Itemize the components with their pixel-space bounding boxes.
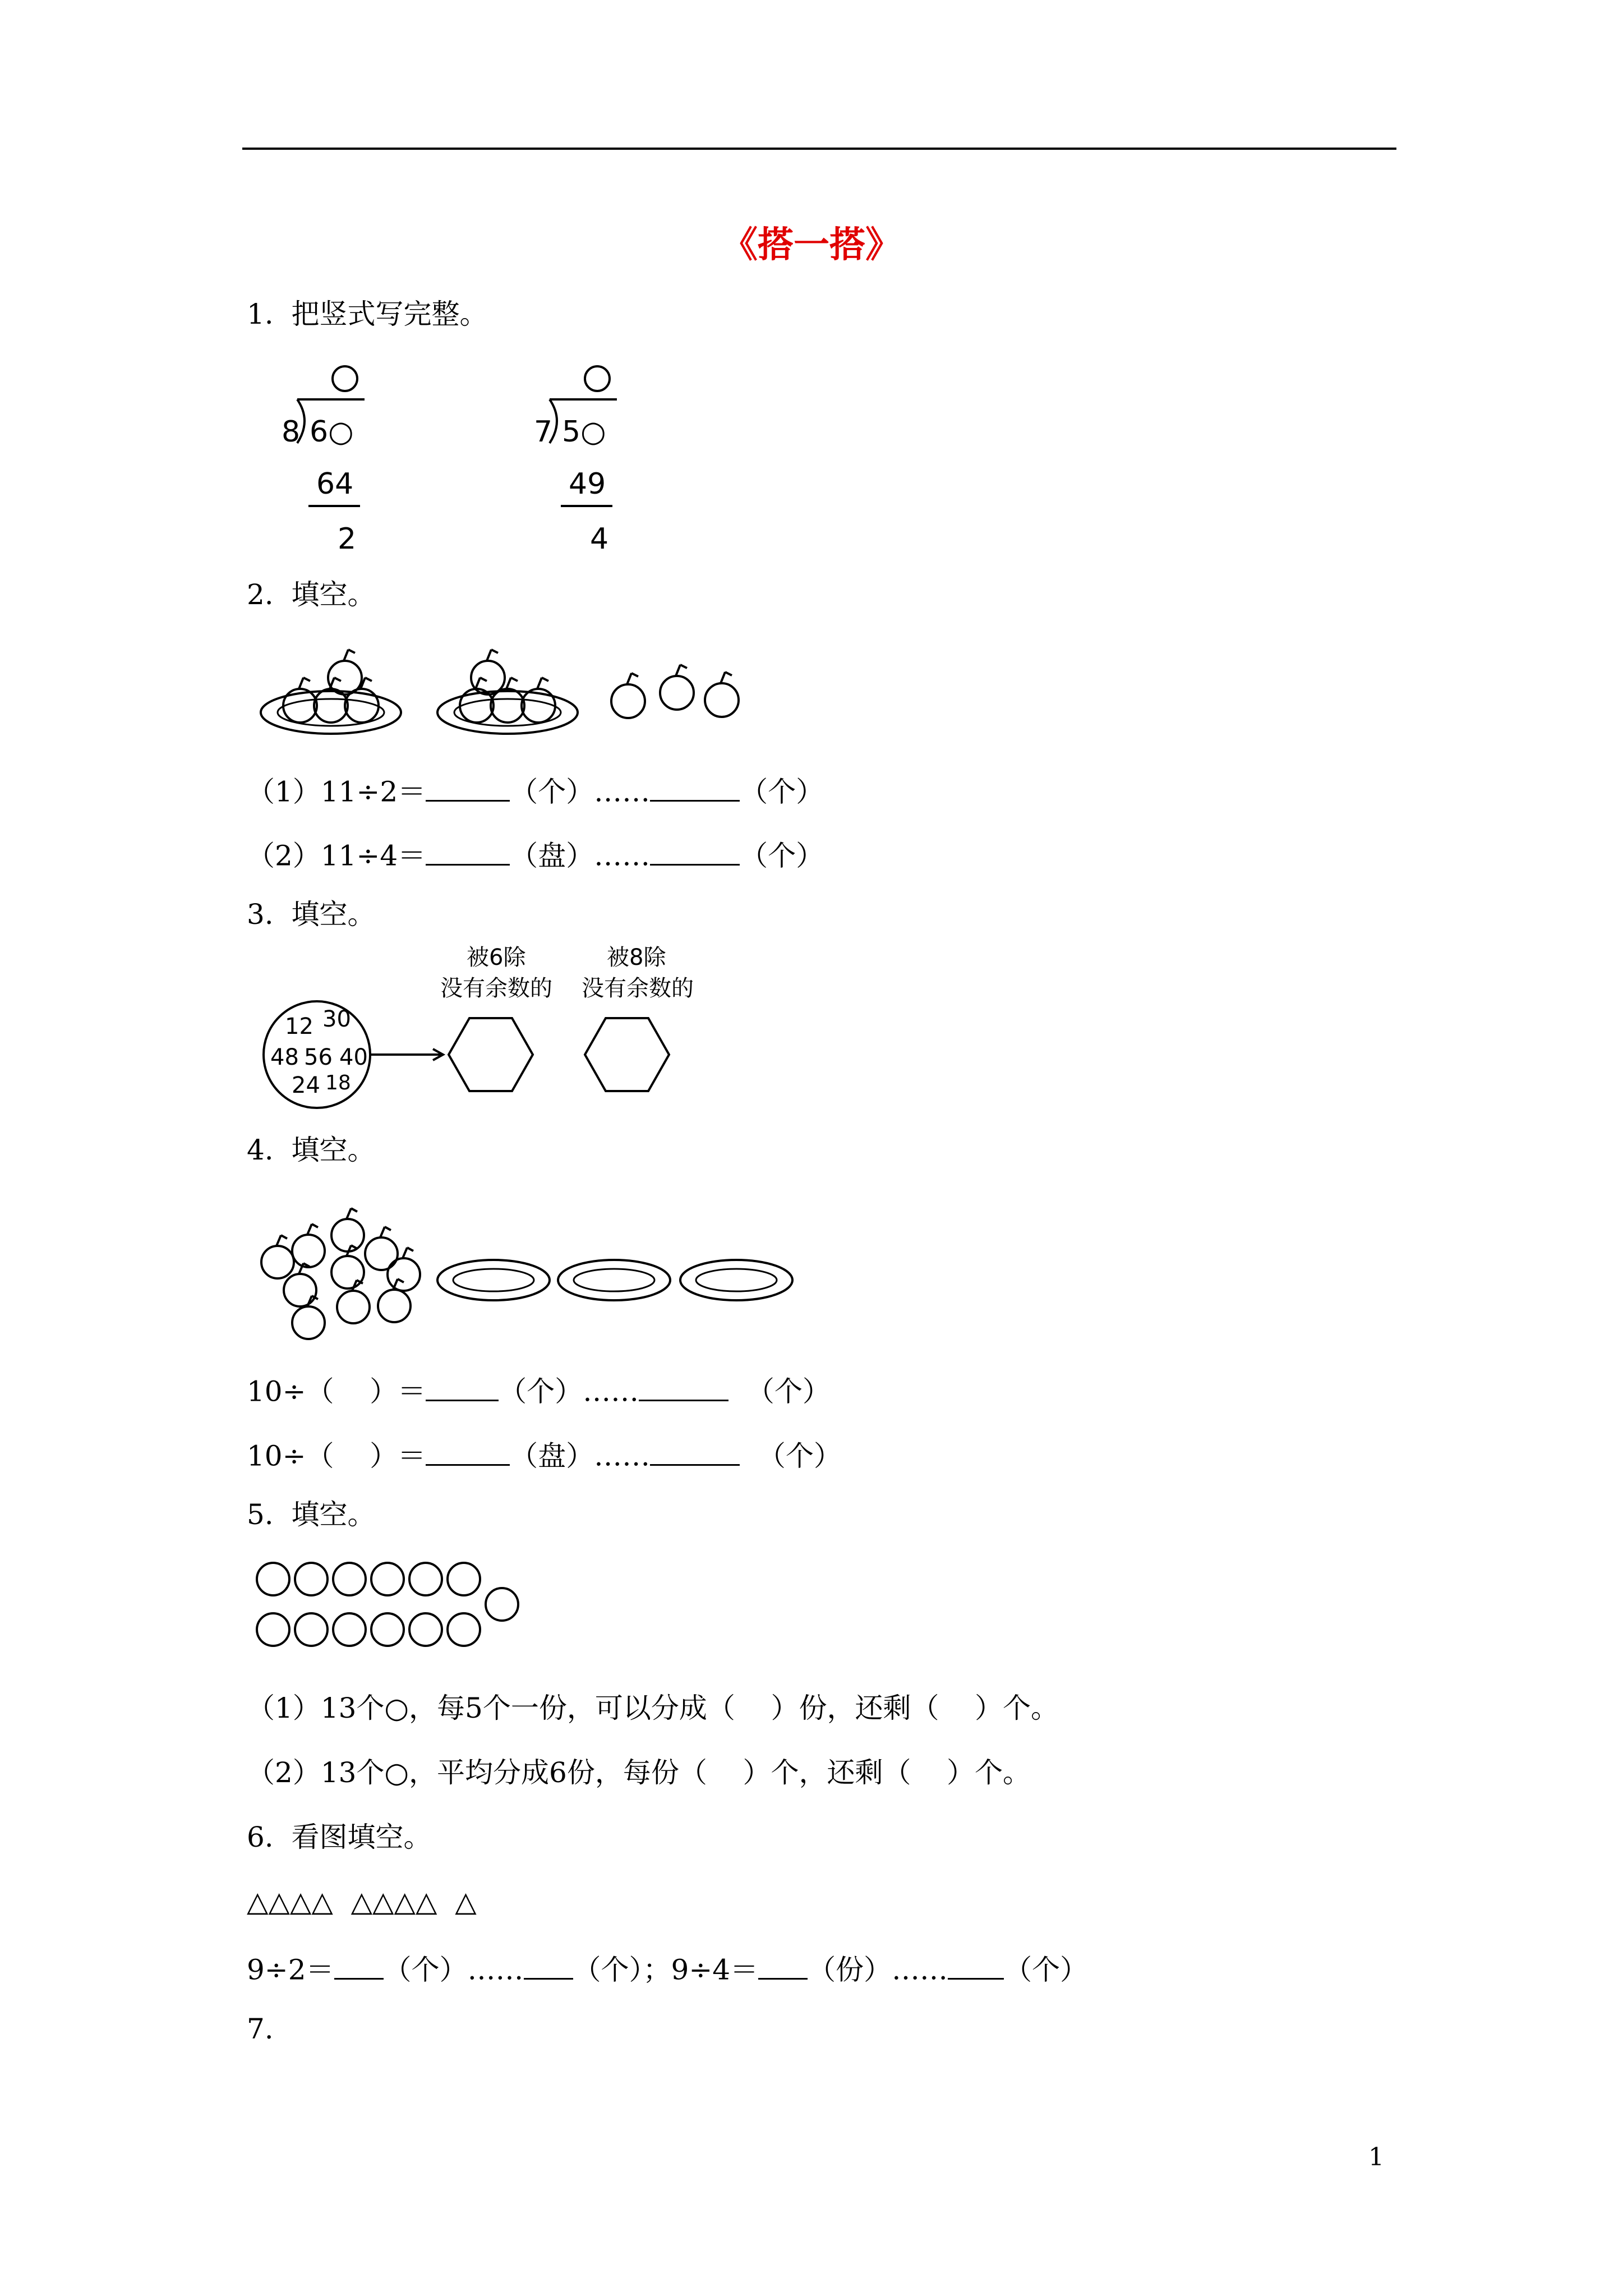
number-item: 56 xyxy=(304,1045,333,1070)
dividend-a: 6○ xyxy=(310,415,354,449)
q5-label: 5. 填空。 xyxy=(247,1498,376,1531)
dividend-b: 5○ xyxy=(562,415,606,449)
circle-item xyxy=(486,1588,518,1621)
hexagon-1-label-line-2: 没有余数的 xyxy=(440,976,552,1001)
empty-plate xyxy=(680,1260,792,1300)
q5-line-2: （2）13个○，平均分成6份，每份（ ）个，还剩（ ）个。 xyxy=(247,1756,1031,1789)
divisor-a: 8 xyxy=(282,415,301,449)
number-item: 18 xyxy=(325,1071,351,1094)
circle-item xyxy=(333,1613,366,1646)
answer-blank[interactable] xyxy=(650,773,740,802)
q1-long-division-figures xyxy=(269,353,662,561)
remainder-a: 2 xyxy=(338,522,357,556)
plate-with-apples xyxy=(437,650,578,734)
answer-blank[interactable] xyxy=(426,773,510,802)
hexagon-answer-box-1[interactable] xyxy=(449,1018,533,1091)
q4-apples-plates-figure xyxy=(255,1200,861,1341)
header-rule xyxy=(242,148,1396,150)
plate-with-apples xyxy=(261,650,401,734)
answer-blank[interactable] xyxy=(426,1437,510,1466)
page-title: 《搭一搭》 xyxy=(722,224,901,266)
number-item: 48 xyxy=(270,1045,299,1070)
answer-blank[interactable] xyxy=(758,1951,808,1980)
hexagon-answer-box-2[interactable] xyxy=(585,1018,669,1091)
hexagon-2-label-line-2: 没有余数的 xyxy=(582,976,694,1001)
q3-label: 3. 填空。 xyxy=(247,898,376,931)
answer-blank[interactable] xyxy=(524,1951,573,1980)
page-number: 1 xyxy=(1368,2143,1384,2171)
long-division-a xyxy=(282,366,365,556)
q6-triangles: △△△△ △△△△ △ xyxy=(247,1885,477,1918)
product-b: 49 xyxy=(569,467,606,501)
circle-item xyxy=(409,1563,442,1595)
answer-blank[interactable] xyxy=(650,1437,740,1466)
circle-item xyxy=(409,1613,442,1646)
circle-item xyxy=(371,1563,404,1595)
q5-line-1: （1）13个○，每5个一份，可以分成（ ）份，还剩（ ）个。 xyxy=(247,1692,1059,1724)
apple-pile xyxy=(261,1208,420,1339)
circle-item xyxy=(257,1563,289,1595)
empty-plate xyxy=(437,1260,550,1300)
number-item: 40 xyxy=(339,1045,368,1070)
hexagon-2-label-line-1: 被8除 xyxy=(607,945,666,970)
circle-item xyxy=(371,1613,404,1646)
circle-item xyxy=(448,1613,480,1646)
q4-line-1: 10÷（ ）＝ （个）…… （个） xyxy=(247,1373,831,1406)
circle-item xyxy=(295,1613,328,1646)
circle-item xyxy=(448,1563,480,1595)
q3-numbers-figure xyxy=(258,942,718,1111)
product-a: 64 xyxy=(316,467,354,501)
q5-circles-figure xyxy=(250,1557,541,1658)
answer-blank[interactable] xyxy=(639,1373,728,1401)
q4-line-2: 10÷（ ）＝ （盘）…… （个） xyxy=(247,1437,842,1470)
answer-blank[interactable] xyxy=(426,837,510,866)
answer-blank[interactable] xyxy=(948,1951,1004,1980)
q2-apples-figure xyxy=(255,639,760,752)
number-item: 12 xyxy=(285,1014,313,1039)
quotient-placeholder-circle xyxy=(585,366,610,391)
circle-item xyxy=(295,1563,328,1595)
circle-item xyxy=(333,1563,366,1595)
q2-label: 2. 填空。 xyxy=(247,578,376,611)
empty-plate xyxy=(558,1260,670,1300)
q2-line-2: （2）11÷4＝ （盘）…… （个） xyxy=(247,837,824,870)
q4-label: 4. 填空。 xyxy=(247,1134,376,1166)
long-division-b xyxy=(534,366,617,556)
quotient-placeholder-circle xyxy=(333,366,357,391)
answer-blank[interactable] xyxy=(650,837,740,866)
hexagon-1-label-line-1: 被6除 xyxy=(467,945,526,970)
remainder-b: 4 xyxy=(590,522,609,556)
q7-label: 7. xyxy=(247,2013,274,2045)
circle-item xyxy=(257,1613,289,1646)
q6-equation: 9÷2＝ （个）…… （个）；9÷4＝ （份）…… （个） xyxy=(247,1951,1088,1984)
number-item: 30 xyxy=(322,1006,351,1032)
q6-label: 6. 看图填空。 xyxy=(247,1821,432,1853)
q2-line-1: （1）11÷2＝ （个）…… （个） xyxy=(247,773,824,806)
answer-blank[interactable] xyxy=(334,1951,384,1980)
loose-apples xyxy=(611,665,739,718)
divisor-b: 7 xyxy=(534,415,553,449)
number-item: 24 xyxy=(292,1073,320,1098)
answer-blank[interactable] xyxy=(426,1373,499,1401)
q1-label: 1. 把竖式写完整。 xyxy=(247,298,488,330)
